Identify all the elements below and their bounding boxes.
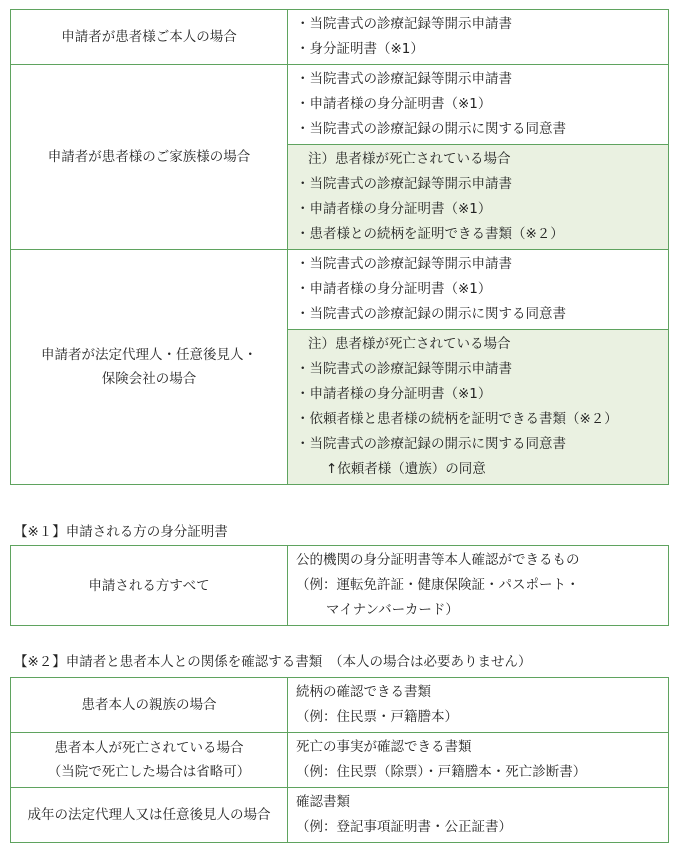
applicant-label: 申請者が患者様ご本人の場合 (61, 29, 237, 45)
document-item: ・当院書式の診療記録の開示に関する同意書 (296, 306, 566, 322)
table-row (11, 678, 669, 733)
table-row (11, 65, 669, 145)
section2-heading: 【※２】申請者と患者本人との関係を確認する書類 （本人の場合は必要ありません） (14, 654, 532, 670)
document-list-cell (288, 10, 669, 65)
document-item: ・身分証明書（※1） (296, 41, 424, 57)
applicant-label: （当院で死亡した場合は省略可） (47, 764, 251, 780)
document-item: 続柄の確認できる書類 (296, 684, 431, 700)
required-documents-table (10, 9, 669, 485)
document-list-cell (288, 250, 669, 330)
applicant-type-cell (11, 546, 288, 626)
applicant-type-cell (11, 733, 288, 788)
document-item: ・申請者様の身分証明書（※1） (296, 96, 492, 112)
applicant-type-cell (11, 65, 288, 250)
consent-note: ↑依頼者様（遺族）の同意 (326, 461, 486, 477)
deceased-case-cell (288, 330, 669, 485)
applicant-type-cell (11, 678, 288, 733)
applicant-type-cell (11, 250, 288, 485)
document-item: ・申請者様の身分証明書（※1） (296, 281, 492, 297)
section1-heading: 【※１】申請される方の身分証明書 (14, 524, 228, 540)
applicant-label: 申請者が法定代理人・任意後見人・ (41, 347, 257, 363)
document-list-cell (288, 65, 669, 145)
document-list-cell (288, 546, 669, 626)
applicant-label: 患者本人が死亡されている場合 (54, 740, 244, 756)
document-item: 死亡の事実が確認できる書類 (296, 739, 472, 755)
document-example: （例：住民票・戸籍謄本） (296, 709, 458, 725)
deceased-case-heading: 注）患者様が死亡されている場合 (308, 336, 511, 352)
table-row (11, 733, 669, 788)
document-example: （例：登記事項証明書・公正証書） (296, 819, 512, 835)
applicant-label: 保険会社の場合 (101, 371, 197, 387)
applicant-type-cell (11, 10, 288, 65)
document-item: ・当院書式の診療記録等開示申請書 (296, 256, 512, 272)
document-item: ・当院書式の診療記録の開示に関する同意書 (296, 436, 566, 452)
document-item: ・患者様との続柄を証明できる書類（※２） (296, 226, 564, 242)
document-list-cell (288, 788, 669, 843)
document-item: ・当院書式の診療記録等開示申請書 (296, 361, 512, 377)
document-item: 確認書類 (296, 794, 350, 810)
deceased-case-heading: 注）患者様が死亡されている場合 (308, 151, 511, 167)
applicant-label: 申請される方すべて (88, 577, 210, 594)
deceased-case-cell (288, 145, 669, 250)
relationship-documents-table (10, 677, 669, 843)
document-item: ・当院書式の診療記録等開示申請書 (296, 176, 512, 192)
document-item: ・当院書式の診療記録等開示申請書 (296, 71, 512, 87)
table-row (11, 10, 669, 65)
document-item: ・申請者様の身分証明書（※1） (296, 386, 492, 402)
applicant-label: 成年の法定代理人又は任意後見人の場合 (27, 807, 271, 823)
applicant-label: 患者本人の親族の場合 (81, 697, 217, 713)
document-item: ・申請者様の身分証明書（※1） (296, 201, 492, 217)
document-item: ・当院書式の診療記録等開示申請書 (296, 16, 512, 32)
document-item: ・依頼者様と患者様の続柄を証明できる書類（※２） (296, 411, 618, 427)
applicant-type-cell (11, 788, 288, 843)
document-item: ・当院書式の診療記録の開示に関する同意書 (296, 121, 566, 137)
table-row (11, 788, 669, 843)
id-documents-table (10, 545, 669, 626)
applicant-label: 申請者が患者様のご家族様の場合 (47, 149, 251, 165)
document-example: （例：運転免許証・健康保険証・パスポート・ (296, 577, 580, 593)
document-example: （例：住民票（除票）・戸籍謄本・死亡診断書） (296, 764, 587, 780)
document-list-cell (288, 733, 669, 788)
table-row (11, 546, 669, 626)
table-row (11, 250, 669, 330)
document-item: 公的機関の身分証明書等本人確認ができるもの (296, 552, 580, 568)
document-example: マイナンバーカード） (326, 602, 459, 618)
document-list-cell (288, 678, 669, 733)
